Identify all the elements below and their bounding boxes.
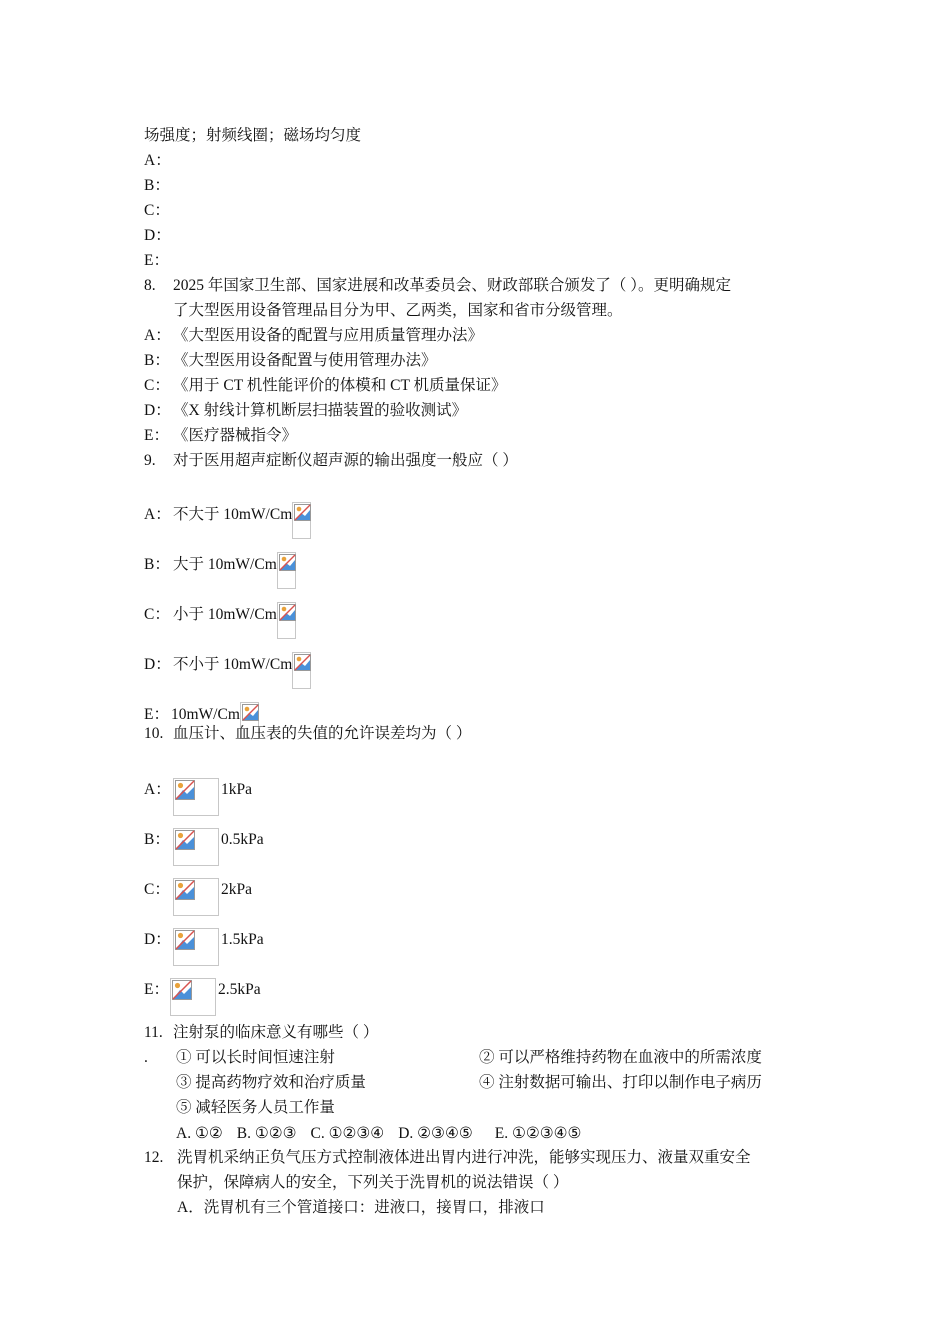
intro-line: 场强度；射频线圈；磁场均匀度	[144, 127, 362, 144]
q9-option-e: E： 10mW/Cm	[144, 688, 259, 725]
q11-item-1: ① 可以长时间恒速注射	[176, 1049, 335, 1066]
q11-choice-e: E. ①②③④⑤	[494, 1125, 582, 1142]
broken-image-icon	[292, 502, 311, 539]
q11-number: 11.	[144, 1024, 163, 1041]
q11-item-4: ④ 注射数据可输出、打印以制作电子病历	[479, 1074, 762, 1091]
broken-image-icon	[173, 878, 219, 916]
broken-image-icon	[277, 602, 296, 639]
q11-choice-a: A. ①②	[176, 1125, 223, 1142]
broken-image-icon	[173, 778, 219, 816]
q8-option-b: B： 《大型医用设备配置与使用管理办法》	[144, 352, 437, 369]
q10-option-a: A： 1kPa	[144, 762, 252, 800]
q11-choices	[176, 1124, 595, 1144]
q7-option-a: A：	[144, 152, 171, 169]
q10-option-c: C： 2kPa	[144, 862, 252, 900]
broken-image-icon	[292, 652, 311, 689]
q8-text-line2: 了大型医用设备管理品目分为甲、乙两类，国家和省市分级管理。	[173, 302, 623, 319]
q11-item-2: ② 可以严格维持药物在血液中的所需浓度	[479, 1049, 762, 1066]
q8-number: 8.	[144, 277, 156, 294]
q11-choice-d: D. ②③④⑤	[398, 1125, 473, 1142]
q11-item-5: ⑤ 减轻医务人员工作量	[176, 1099, 335, 1116]
q7-option-e: E：	[144, 252, 169, 269]
q7-option-d: D：	[144, 227, 171, 244]
q11-item-3: ③ 提高药物疗效和治疗质量	[176, 1074, 366, 1091]
q9-question	[144, 451, 518, 471]
q12-number: 12.	[144, 1149, 164, 1166]
q10-option-d: D： 1.5kPa	[144, 912, 264, 950]
q12-option-a: A．洗胃机有三个管道接口：进液口，接胃口，排液口	[177, 1199, 545, 1216]
q11-question	[144, 1023, 378, 1043]
q12-text-line2: 保护，保障病人的安全，下列关于洗胃机的说法错误（ ）	[177, 1174, 569, 1191]
q11-choice-b: B. ①②③	[236, 1125, 297, 1142]
broken-image-icon	[277, 552, 296, 589]
q7-option-c: C：	[144, 202, 170, 219]
q9-option-d: D： 不小于 10mW/Cm	[144, 638, 311, 675]
q10-text: 血压计、血压表的失值的允许误差均为（ ）	[173, 725, 472, 742]
broken-image-icon	[170, 978, 216, 1016]
q9-option-c: C： 小于 10mW/Cm	[144, 588, 296, 625]
q8-option-c: C： 《用于 CT 机性能评价的体模和 CT 机质量保证》	[144, 377, 507, 394]
q10-question	[144, 724, 471, 744]
q10-number: 10.	[144, 725, 164, 742]
q8-option-e: E： 《医疗器械指令》	[144, 427, 298, 444]
q8-option-a: A： 《大型医用设备的配置与应用质量管理办法》	[144, 327, 484, 344]
q8-question	[144, 276, 731, 296]
q11-choice-c: C. ①②③④	[310, 1125, 385, 1142]
q10-option-e: E： 2.5kPa	[144, 962, 261, 1000]
q10-option-b: B： 0.5kPa	[144, 812, 264, 850]
broken-image-icon	[173, 928, 219, 966]
q9-option-a: A： 不大于 10mW/Cm	[144, 488, 311, 525]
q9-option-b: B： 大于 10mW/Cm	[144, 538, 296, 575]
q8-option-d: D： 《X 射线计算机断层扫描装置的验收测试》	[144, 402, 468, 419]
q12-question	[144, 1148, 751, 1168]
q9-number: 9.	[144, 452, 156, 469]
broken-image-icon	[173, 828, 219, 866]
q8-text-line1: 2025 年国家卫生部、国家进展和改革委员会、财政部联合颁发了（ ）。更明确规定	[173, 277, 732, 294]
q12-text-line1: 洗胃机采纳正负气压方式控制液体进出胃内进行冲洗，能够实现压力、液量双重安全	[177, 1149, 751, 1166]
q9-text: 对于医用超声症断仪超声源的输出强度一般应（ ）	[173, 452, 518, 469]
q7-option-b: B：	[144, 177, 170, 194]
q11-dot: .	[144, 1049, 148, 1066]
q11-text: 注射泵的临床意义有哪些（ ）	[173, 1024, 379, 1041]
